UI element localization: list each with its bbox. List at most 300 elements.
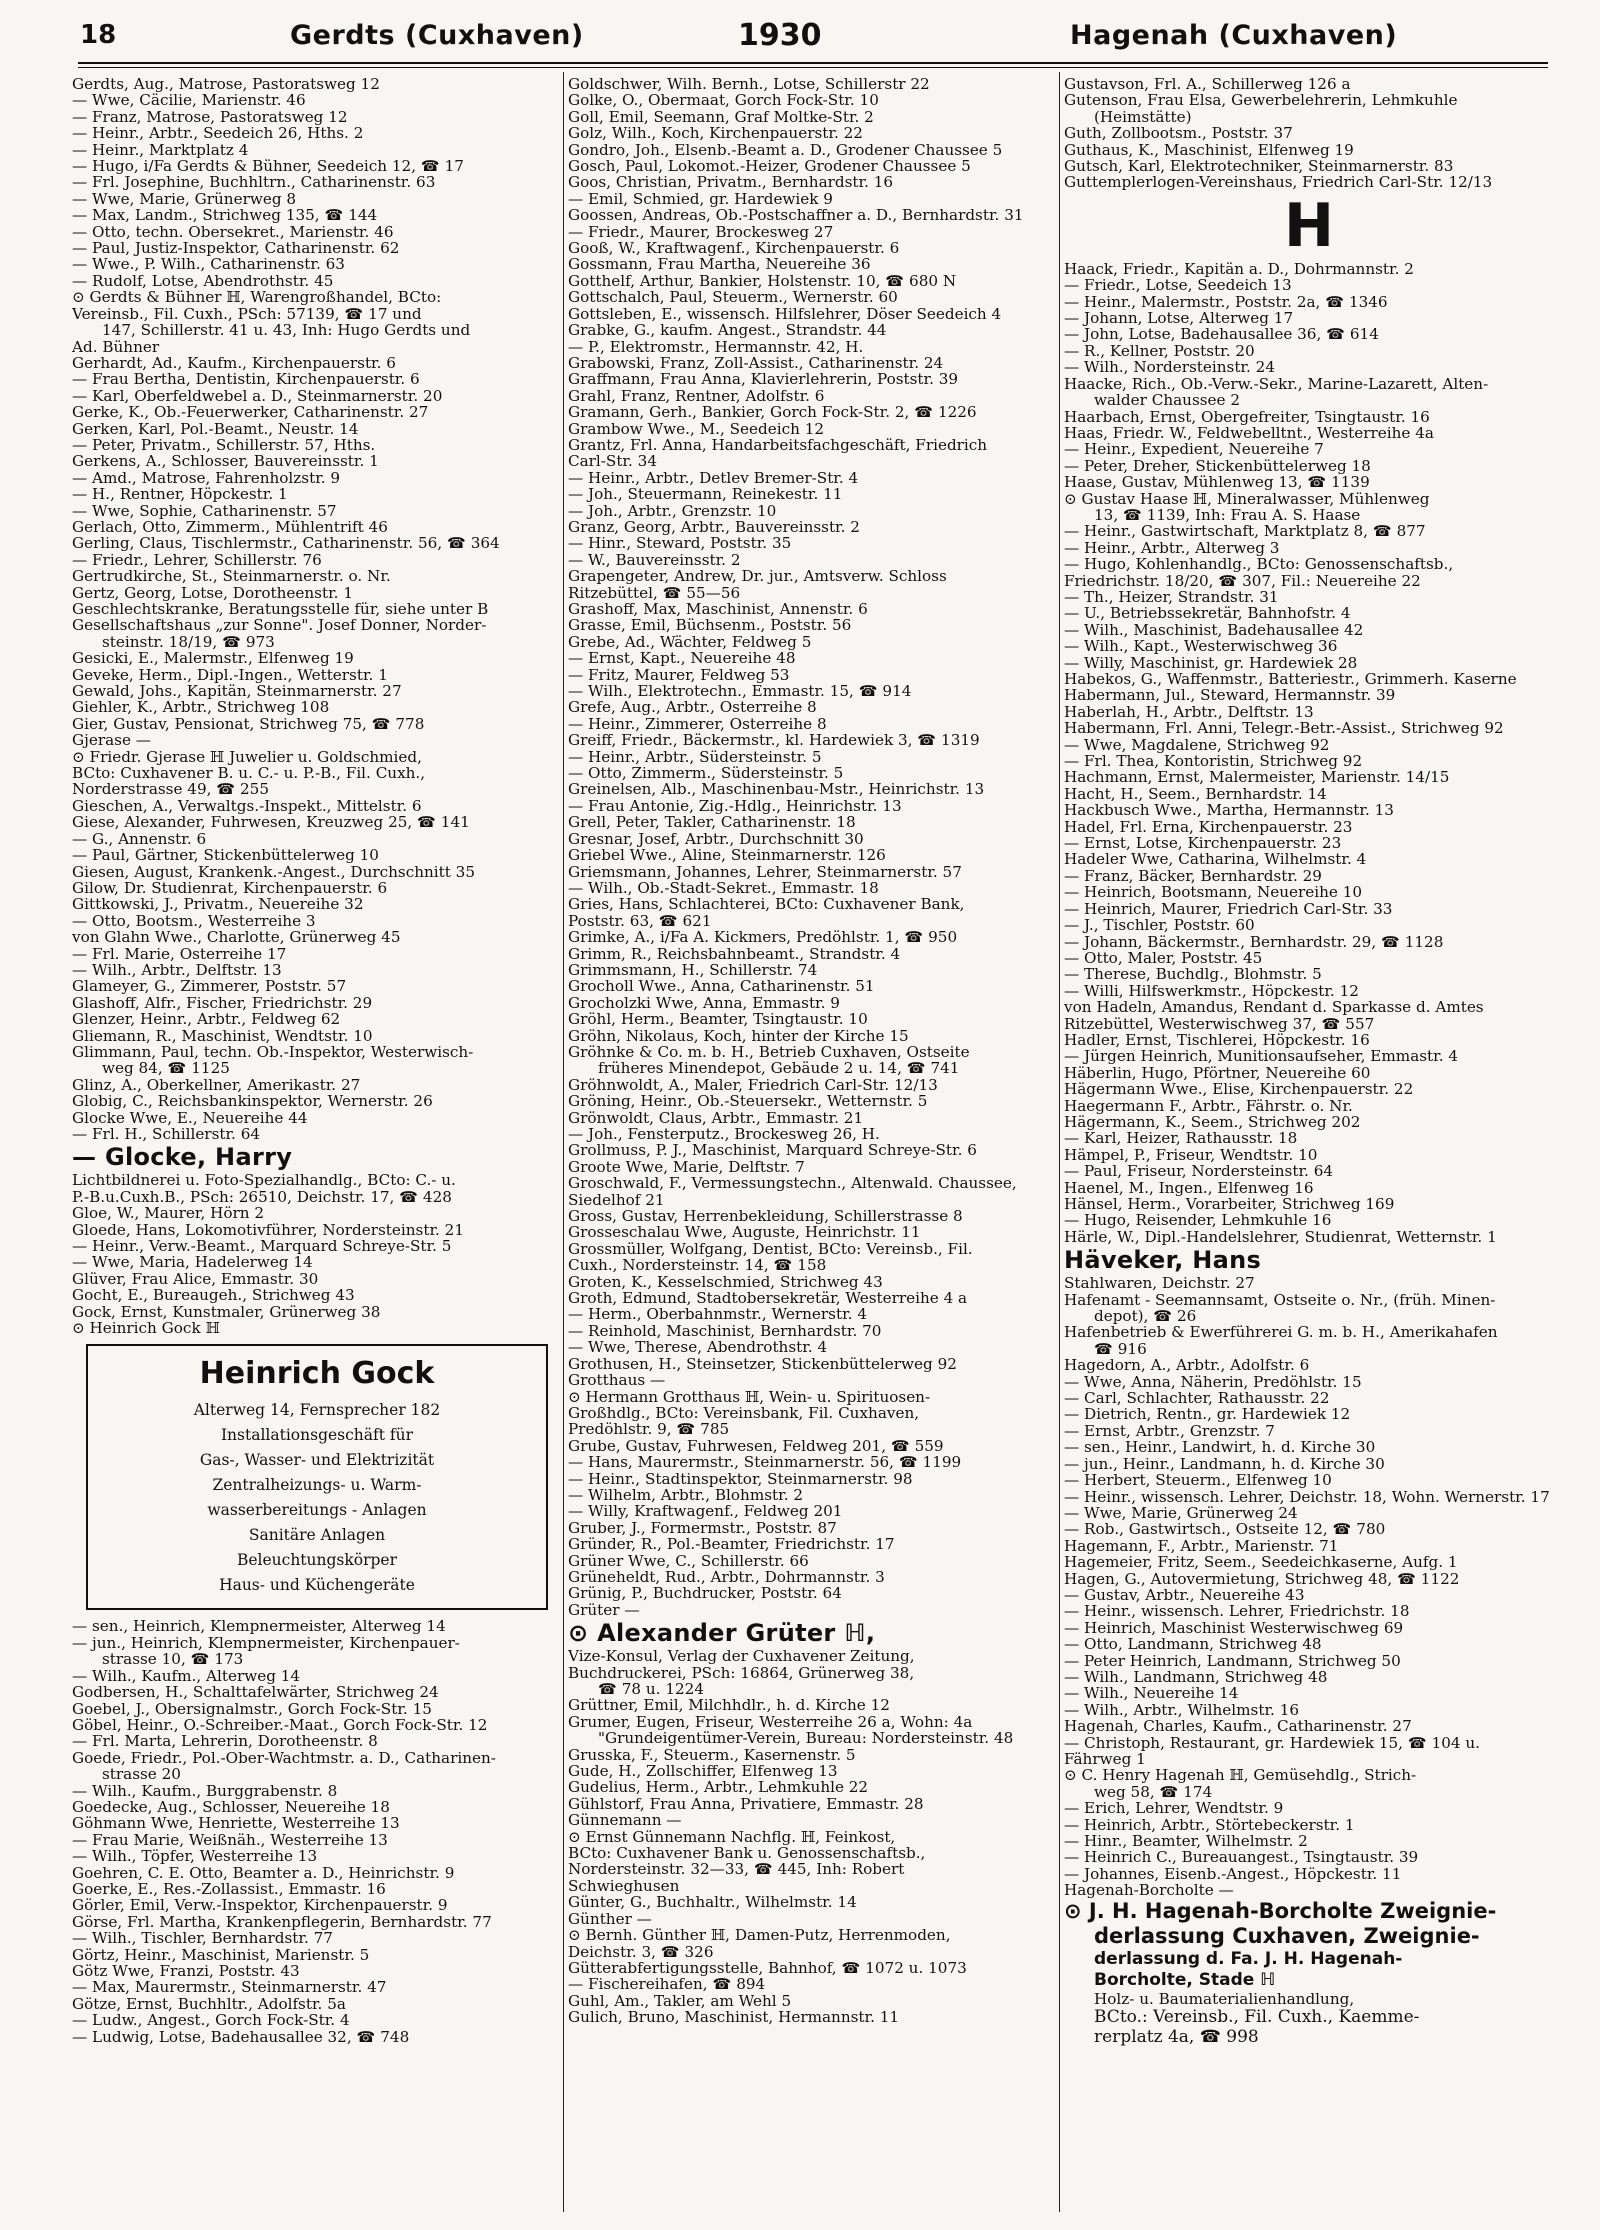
- entry-list: [568, 76, 1058, 1618]
- entry-line: derlassung Cuxhaven, Zweignie-: [1094, 1923, 1480, 1948]
- entry-line: P.-B.u.Cuxh.B., PSch: 26510, Deichstr. 17, ☎ 428: [72, 1188, 452, 1206]
- entry-line: strasse 10, ☎ 173: [102, 1651, 244, 1668]
- entry-line: Ad. Bühner: [72, 338, 160, 355]
- entry-line: — Paul, Justiz-Inspektor, Catharinenstr. 62: [72, 240, 400, 257]
- entry-line: Groschwald, F., Vermessungstechn., Altenwald. Chaussee,: [568, 1175, 1017, 1192]
- entry-line: Giese, Alexander, Fuhrwesen, Kreuzweg 25, ☎ 141: [72, 814, 470, 831]
- entry-line: — Heinr., Zimmerer, Osterreihe 8: [568, 715, 827, 733]
- entry-line: Guthaus, K., Maschinist, Elfenweg 19: [1064, 141, 1354, 159]
- featured-entry-heading: — Glocke, Harry: [72, 1143, 293, 1172]
- entry-line: — Ludw., Angest., Gorch Fock-Str. 4: [72, 2012, 350, 2029]
- entry-line: Geveke, Herm., Dipl.-Ingen., Wetterstr. 1: [72, 666, 388, 684]
- entry-line: ⊙ Hermann Grotthaus ℍ, Wein- u. Spirituosen-: [568, 1388, 931, 1405]
- entry-line: Gerken, Karl, Pol.-Beamt., Neustr. 14: [72, 420, 359, 437]
- entry-line: Gröning, Heinr., Ob.-Steuersekr., Wetternstr. 5: [568, 1093, 928, 1110]
- entry-line: Gulich, Bruno, Maschinist, Hermannstr. 11: [568, 2009, 900, 2026]
- entry-line: Günther —: [568, 1910, 652, 1928]
- entry-line: — Wwe, Magdalene, Strichweg 92: [1064, 736, 1330, 754]
- entry-line: Hägermann Wwe., Elise, Kirchenpauerstr. 22: [1064, 1081, 1414, 1098]
- entry-line: BCto: Cuxhavener Bank u. Genossenschaftsb.,: [568, 1845, 926, 1862]
- entry-list: [568, 1648, 1058, 2025]
- entry-line: — Wilh., Töpfer, Westerreihe 13: [72, 1848, 318, 1865]
- entry-line: — Wilh., Ob.-Stadt-Sekret., Emmastr. 18: [568, 879, 879, 897]
- entry-line: Grüneheldt, Rud., Arbtr., Dohrmannstr. 3: [568, 1568, 885, 1586]
- entry-line: Gründer, R., Pol.-Beamter, Friedrichstr. 17: [568, 1536, 895, 1553]
- entry-line: — Joh., Steuermann, Reinekestr. 11: [568, 486, 843, 503]
- entry-line: Haase, Gustav, Mühlenweg 13, ☎ 1139: [1064, 474, 1370, 491]
- entry-line: — G., Annenstr. 6: [72, 830, 207, 848]
- entry-line: Goossen, Andreas, Ob.-Postschaffner a. D., Bernhardstr. 31: [568, 207, 1024, 224]
- entry-line: — Frau Marie, Weißnäh., Westerreihe 13: [72, 1831, 388, 1849]
- entry-line: — Wilhelm, Arbtr., Blohmstr. 2: [568, 1486, 804, 1504]
- entry-line: — Th., Heizer, Strandstr. 31: [1064, 588, 1279, 606]
- entry-line: Ritzebüttel, ☎ 55—56: [568, 584, 741, 601]
- entry-line: Gude, H., Zollschiffer, Elfenweg 13: [568, 1763, 838, 1780]
- entry-line: walder Chaussee 2: [1094, 392, 1241, 409]
- entry-line: — Wilh., Nordersteinstr. 24: [1064, 359, 1275, 376]
- entry-line: Carl-Str. 34: [568, 453, 658, 470]
- entry-line: Grüner Wwe, C., Schillerstr. 66: [568, 1552, 809, 1569]
- entry-line: Gesellschaftshaus „zur Sonne". Josef Donner, Norder-: [72, 617, 487, 634]
- entry-list: [1064, 76, 1554, 191]
- entry-line: Hacht, H., Seem., Bernhardstr. 14: [1064, 785, 1327, 803]
- entry-line: Gloe, W., Maurer, Hörn 2: [72, 1205, 265, 1222]
- entry-line: — Heinr., Verw.-Beamt., Marquard Schreye-Str. 5: [72, 1238, 452, 1255]
- entry-line: Grollmuss, P. J., Maschinist, Marquard Schreye-Str. 6: [568, 1142, 977, 1159]
- entry-line: Gerlach, Otto, Zimmerm., Mühlentrift 46: [72, 518, 388, 536]
- entry-line: — Wilh., Kaufm., Burggrabenstr. 8: [72, 1782, 338, 1799]
- entry-line: — John, Lotse, Badehausallee 36, ☎ 614: [1064, 326, 1379, 343]
- entry-line: Grapengeter, Andrew, Dr. jur., Amtsverw. Schloss: [568, 568, 947, 585]
- entry-line: ⊙ C. Henry Hagenah ℍ, Gemüsehdlg., Strich-: [1064, 1767, 1417, 1784]
- entry-line: Glinz, A., Oberkellner, Amerikastr. 27: [72, 1076, 361, 1094]
- entry-line: Günnemann —: [568, 1812, 682, 1829]
- entry-line: — Wwe., P. Wilh., Catharinenstr. 63: [72, 256, 345, 273]
- entry-line: Vize-Konsul, Verlag der Cuxhavener Zeitung,: [568, 1648, 915, 1665]
- entry-line: Gjerase —: [72, 732, 151, 749]
- entry-line: Grantz, Frl. Anna, Handarbeitsfachgeschäft, Friedrich: [568, 436, 988, 454]
- entry-line: Gudelius, Herm., Arbtr., Lehmkuhle 22: [568, 1779, 869, 1796]
- entry-line: Gresnar, Josef, Arbtr., Durchschnitt 30: [568, 830, 864, 848]
- entry-line: ⊙ Bernh. Günther ℍ, Damen-Putz, Herrenmoden,: [568, 1927, 951, 1944]
- entry-line: — Peter Heinrich, Landmann, Strichweg 50: [1064, 1652, 1401, 1669]
- entry-line: Goedecke, Aug., Schlosser, Neuereihe 18: [72, 1798, 390, 1816]
- entry-line: Haberlah, H., Arbtr., Delftstr. 13: [1064, 703, 1314, 721]
- entry-line: — Wwe, Sophie, Catharinenstr. 57: [72, 502, 337, 519]
- entry-line: — Max, Landm., Strichweg 135, ☎ 144: [72, 207, 378, 224]
- page-header: [70, 16, 1560, 60]
- entry-line: Haacke, Rich., Ob.-Verw.-Sekr., Marine-Lazarett, Alten-: [1064, 375, 1489, 393]
- entry-line: — Ernst, Lotse, Kirchenpauerstr. 23: [1064, 835, 1342, 852]
- entry-line: Gutenson, Frau Elsa, Gewerbelehrerin, Lehmkuhle: [1064, 92, 1458, 109]
- entry-line: Golke, O., Obermaat, Gorch Fock-Str. 10: [568, 92, 879, 109]
- entry-line: — H., Rentner, Höpckestr. 1: [72, 486, 288, 503]
- entry-line: — Frau Bertha, Dentistin, Kirchenpauerstr. 6: [72, 371, 420, 388]
- entry-line: — Wwe, Marie, Grünerweg 24: [1064, 1504, 1298, 1522]
- entry-line: Grambow Wwe., M., Seedeich 12: [568, 420, 825, 437]
- advertisement-line: Zentralheizungs- u. Warm-: [212, 1476, 422, 1495]
- entry-list: [72, 76, 562, 1142]
- entry-line: — Heinr., Stadtinspektor, Steinmarnerstr. 98: [568, 1470, 913, 1487]
- entry-line: Gerling, Claus, Tischlermstr., Catharinenstr. 56, ☎ 364: [72, 535, 500, 552]
- entry-line: Grube, Gustav, Fuhrwesen, Feldweg 201, ☎ 559: [568, 1437, 944, 1455]
- entry-line: Grasse, Emil, Büchsenm., Poststr. 56: [568, 617, 852, 634]
- entry-line: von Hadeln, Amandus, Rendant d. Sparkasse d. Amtes: [1064, 999, 1484, 1016]
- entry-line: Goos, Christian, Privatm., Bernhardstr. 16: [568, 174, 894, 191]
- entry-line: Hachmann, Ernst, Malermeister, Marienstr. 14/15: [1064, 769, 1450, 786]
- entry-line: Lichtbildnerei u. Foto-Spezialhandlg., BCto: C.- u.: [72, 1172, 456, 1189]
- entry-line: Siedelhof 21: [568, 1191, 665, 1209]
- entry-line: Grüter —: [568, 1601, 640, 1619]
- entry-line: — Otto, Landmann, Strichweg 48: [1064, 1636, 1322, 1653]
- entry-line: Goede, Friedr., Pol.-Ober-Wachtmstr. a. D., Catharinen-: [72, 1749, 496, 1767]
- entry-line: — Wilh., Arbtr., Delftstr. 13: [72, 961, 282, 979]
- entry-line: steinstr. 18/19, ☎ 973: [102, 633, 275, 651]
- entry-list: [1064, 1275, 1554, 1898]
- entry-line: Goerke, E., Res.-Zollassist., Emmastr. 16: [72, 1880, 386, 1898]
- entry-line: depot), ☎ 26: [1094, 1308, 1197, 1325]
- entry-line: (Heimstätte): [1094, 108, 1192, 126]
- entry-line: Götze, Ernst, Buchhltr., Adolfstr. 5a: [72, 1995, 346, 2013]
- column-1: [72, 76, 562, 2206]
- entry-line: Görtz, Heinr., Maschinist, Marienstr. 5: [72, 1946, 370, 1963]
- entry-line: Gittkowski, J., Privatm., Neuereihe 32: [72, 896, 364, 913]
- entry-line: Glashoff, Alfr., Fischer, Friedrichstr. 29: [72, 994, 373, 1012]
- entry-line: Grabke, G., kaufm. Angest., Strandstr. 44: [568, 322, 887, 339]
- entry-line: — Heinr., Arbtr., Südersteinstr. 5: [568, 748, 822, 766]
- entry-line: Nordersteinstr. 32—33, ☎ 445, Inh: Robert: [568, 1861, 905, 1878]
- entry-line: Godbersen, H., Schalttafelwärter, Strichweg 24: [72, 1684, 439, 1701]
- entry-line: Glimmann, Paul, techn. Ob.-Inspektor, Westerwisch-: [72, 1043, 474, 1061]
- entry-list: [72, 1618, 562, 2045]
- entry-line: Grumer, Eugen, Friseur, Westerreihe 26 a, Wohn: 4a: [568, 1713, 973, 1731]
- entry-line: — Frl. Josephine, Buchhltrn., Catharinenstr. 63: [72, 174, 436, 191]
- entry-line: — J., Tischler, Poststr. 60: [1064, 917, 1255, 934]
- entry-line: — Heinr., Gastwirtschaft, Marktplatz 8, ☎ 877: [1064, 523, 1426, 540]
- entry-line: — jun., Heinr., Landmann, h. d. Kirche 30: [1064, 1455, 1385, 1473]
- entry-line: Grocholl Wwe., Anna, Catharinenstr. 51: [568, 978, 875, 995]
- entry-line: Deichstr. 3, ☎ 326: [568, 1943, 714, 1960]
- entry-line: — Friedr., Lotse, Seedeich 13: [1064, 277, 1292, 294]
- page-number: 18: [80, 20, 117, 50]
- entry-line: Hafenbetrieb & Ewerführerei G. m. b. H., Amerikahafen: [1064, 1324, 1498, 1341]
- entry-line: Stahlwaren, Deichstr. 27: [1064, 1275, 1255, 1292]
- entry-line: Gieschen, A., Verwaltgs.-Inspekt., Mittelstr. 6: [72, 797, 422, 815]
- header-rule: [78, 62, 1548, 64]
- entry-line: Grabowski, Franz, Zoll-Assist., Catharinenstr. 24: [568, 354, 944, 372]
- entry-line: weg 58, ☎ 174: [1094, 1783, 1213, 1801]
- entry-line: Görse, Frl. Martha, Krankenpflegerin, Bernhardstr. 77: [72, 1913, 492, 1931]
- entry-line: ⊙ Friedr. Gjerase ℍ Juwelier u. Goldschmied,: [72, 748, 422, 766]
- entry-line: — Wwe, Cäcilie, Marienstr. 46: [72, 92, 306, 109]
- header-rule-thin: [78, 67, 1548, 68]
- advertisement-line: Alterweg 14, Fernsprecher 182: [193, 1401, 441, 1420]
- entry-line: Hagemeier, Fritz, Seem., Seedeichkaserne, Aufg. 1: [1064, 1554, 1458, 1571]
- entry-line: Grebe, Ad., Wächter, Feldweg 5: [568, 633, 812, 651]
- entry-line: Grosseschalau Wwe, Auguste, Heinrichstr. 11: [568, 1224, 921, 1241]
- entry-line: Göhmann Wwe, Henriette, Westerreihe 13: [72, 1815, 400, 1832]
- entry-line: — Dietrich, Rentn., gr. Hardewiek 12: [1064, 1406, 1351, 1423]
- column-3: [1064, 76, 1554, 2206]
- advertisement-line: Gas-, Wasser- und Elektrizität: [199, 1451, 435, 1470]
- entry-line: ☎ 916: [1094, 1340, 1147, 1358]
- entry-line: — Willi, Hilfswerkmstr., Höpckestr. 12: [1064, 982, 1359, 1000]
- entry-line: — Wilh., Tischler, Bernhardstr. 77: [72, 1930, 333, 1947]
- entry-line: Gröhnke & Co. m. b. H., Betrieb Cuxhaven, Ostseite: [568, 1043, 970, 1061]
- entry-line: — Wilh., Kapt., Westerwischweg 36: [1064, 638, 1338, 655]
- entry-line: Glameyer, G., Zimmerer, Poststr. 57: [72, 978, 347, 995]
- entry-line: — Emil, Schmied, gr. Hardewiek 9: [568, 190, 833, 208]
- entry-line: Gottsleben, E., wissensch. Hilfslehrer, Döser Seedeich 4: [568, 305, 1002, 323]
- entry-line: — Heinr., Arbtr., Alterweg 3: [1064, 539, 1280, 557]
- entry-line: Graffmann, Frau Anna, Klavierlehrerin, Poststr. 39: [568, 371, 959, 388]
- entry-line: — Jürgen Heinrich, Munitionsaufseher, Emmastr. 4: [1064, 1048, 1459, 1065]
- entry-line: Gühlstorf, Frau Anna, Privatiere, Emmastr. 28: [568, 1795, 924, 1813]
- entry-line: — Hugo, Reisender, Lehmkuhle 16: [1064, 1212, 1332, 1229]
- entry-line: Hagedorn, A., Arbtr., Adolfstr. 6: [1064, 1357, 1310, 1374]
- advertisement-line: wasserbereitungs - Anlagen: [207, 1501, 427, 1520]
- entry-line: — Wilh., Arbtr., Wilhelmstr. 16: [1064, 1701, 1300, 1719]
- entry-line: BCto: Cuxhavener B. u. C.- u. P.-B., Fil. Cuxh.,: [72, 765, 426, 782]
- entry-line: — Karl, Heizer, Rathausstr. 18: [1064, 1130, 1298, 1147]
- entry-line: Häberlin, Hugo, Pförtner, Neuereihe 60: [1064, 1064, 1371, 1082]
- section-letter: H: [1283, 190, 1335, 261]
- entry-line: — Otto, Bootsm., Westerreihe 3: [72, 912, 316, 930]
- entry-line: Gier, Gustav, Pensionat, Strichweg 75, ☎ 778: [72, 715, 425, 733]
- entry-line: — Amd., Matrose, Fahrenholzstr. 9: [72, 469, 341, 487]
- advertisement-box: [86, 1344, 548, 1610]
- entry-line: Goldschwer, Wilh. Bernh., Lotse, Schillerstr 22: [568, 76, 930, 93]
- entry-line: Gosch, Paul, Lokomot.-Heizer, Grodener Chaussee 5: [568, 158, 971, 175]
- entry-line: Grashoff, Max, Maschinist, Annenstr. 6: [568, 601, 868, 618]
- entry-line: Gerke, K., Ob.-Feuerwerker, Catharinenstr. 27: [72, 404, 429, 421]
- entry-line: Hämpel, P., Friseur, Wendtstr. 10: [1064, 1146, 1318, 1164]
- entry-line: Gilow, Dr. Studienrat, Kirchenpauerstr. 6: [72, 879, 388, 897]
- entry-line: — Wwe, Maria, Hadelerweg 14: [72, 1254, 313, 1271]
- entry-line: Schwieghusen: [568, 1877, 680, 1895]
- entry-line: — Karl, Oberfeldwebel a. D., Steinmarnerstr. 20: [72, 387, 443, 405]
- entry-line: — Carl, Schlachter, Rathausstr. 22: [1064, 1390, 1330, 1407]
- entry-line: Hadler, Ernst, Tischlerei, Höpckestr. 16: [1064, 1031, 1370, 1049]
- entry-line: Grimm, R., Reichsbahnbeamt., Strandstr. 4: [568, 945, 901, 962]
- entry-line: Hadel, Frl. Erna, Kirchenpauerstr. 23: [1064, 818, 1353, 836]
- entry-line: Hagen, G., Autovermietung, Strichweg 48, ☎ 1122: [1064, 1570, 1460, 1587]
- entry-line: — Heinrich, Maschinist Westerwischweg 69: [1064, 1619, 1404, 1637]
- entry-line: rerplatz 4a, ☎ 998: [1094, 2027, 1259, 2048]
- entry-line: Gewald, Johs., Kapitän, Steinmarnerstr. 27: [72, 683, 402, 700]
- entry-line: Grüttner, Emil, Milchhdlr., h. d. Kirche 12: [568, 1697, 890, 1714]
- entry-line: — Frau Antonie, Zig.-Hdlg., Heinrichstr. 13: [568, 797, 902, 815]
- entry-line: Groten, K., Kesselschmied, Strichweg 43: [568, 1273, 883, 1291]
- entry-line: — Fischereihafen, ☎ 894: [568, 1976, 766, 1993]
- entry-line: — Hugo, i/Fa Gerdts & Bühner, Seedeich 12, ☎ 17: [72, 158, 464, 175]
- entry-line: Globig, C., Reichsbankinspektor, Wernerstr. 26: [72, 1093, 433, 1110]
- entry-line: — Heinr., Expedient, Neuereihe 7: [1064, 441, 1324, 458]
- entry-line: — Fritz, Maurer, Feldweg 53: [568, 666, 790, 684]
- entry-line: von Glahn Wwe., Charlotte, Grünerweg 45: [72, 929, 401, 946]
- entry-line: — Friedr., Lehrer, Schillerstr. 76: [72, 551, 322, 569]
- entry-line: Gutsch, Karl, Elektrotechniker, Steinmarnerstr. 83: [1064, 158, 1454, 175]
- entry-list: [1064, 261, 1554, 1245]
- entry-line: Poststr. 63, ☎ 621: [568, 912, 712, 930]
- entry-line: — Heinrich, Bootsmann, Neuereihe 10: [1064, 884, 1363, 901]
- entry-line: Gerhardt, Ad., Kaufm., Kirchenpauerstr. 6: [72, 354, 396, 372]
- right-running-title: Hagenah (Cuxhaven): [1070, 20, 1398, 51]
- entry-line: Hägermann, K., Seem., Strichweg 202: [1064, 1113, 1361, 1131]
- entry-line: — Christoph, Restaurant, gr. Hardewiek 15, ☎ 104 u.: [1064, 1734, 1481, 1751]
- entry-line: 147, Schillerstr. 41 u. 43, Inh: Hugo Gerdts und: [102, 322, 471, 339]
- entry-line: — Wilh., Landmann, Strichweg 48: [1064, 1668, 1328, 1686]
- entry-line: Grotthaus —: [568, 1372, 666, 1389]
- entry-line: — Gustav, Arbtr., Neuereihe 43: [1064, 1586, 1305, 1604]
- entry-line: Guhl, Am., Takler, am Wehl 5: [568, 1992, 792, 2010]
- entry-line: Günter, G., Buchhaltr., Wilhelmstr. 14: [568, 1894, 857, 1911]
- entry-line: — Heinr., Arbtr., Seedeich 26, Hths. 2: [72, 125, 364, 142]
- entry-line: — Erich, Lehrer, Wendtstr. 9: [1064, 1800, 1284, 1817]
- entry-line: Goehren, C. E. Otto, Beamter a. D., Heinrichstr. 9: [72, 1864, 455, 1881]
- entry-line: Griebel Wwe., Aline, Steinmarnerstr. 126: [568, 847, 886, 864]
- entry-line: Gocht, E., Bureaugeh., Strichweg 43: [72, 1287, 355, 1304]
- entry-line: Gerkens, A., Schlosser, Bauvereinsstr. 1: [72, 453, 379, 470]
- entry-line: Guth, Zollbootsm., Poststr. 37: [1064, 125, 1293, 142]
- entry-line: Görler, Emil, Verw.-Inspektor, Kirchenpauerstr. 9: [72, 1897, 448, 1914]
- entry-line: — Otto, techn. Obersekret., Marienstr. 46: [72, 223, 394, 241]
- entry-line: — Hinr., Steward, Poststr. 35: [568, 535, 792, 552]
- entry-line: Gondro, Joh., Elsenb.-Beamt a. D., Grodener Chaussee 5: [568, 141, 1003, 159]
- column-divider: [1059, 72, 1060, 2212]
- entry-line: — Max, Maurermstr., Steinmarnerstr. 47: [72, 1979, 387, 1996]
- entry-line: Haack, Friedr., Kapitän a. D., Dohrmannstr. 2: [1064, 260, 1414, 278]
- entry-line: — Peter, Dreher, Stickenbüttelerweg 18: [1064, 457, 1371, 475]
- entry-line: früheres Minendepot, Gebäude 2 u. 14, ☎ 741: [598, 1060, 960, 1077]
- entry-line: — Otto, Maler, Poststr. 45: [1064, 949, 1263, 967]
- entry-line: Gooß, W., Kraftwagenf., Kirchenpauerstr. 6: [568, 240, 900, 257]
- column-2: [568, 76, 1058, 2206]
- entry-line: Gotthelf, Arthur, Bankier, Holstenstr. 10, ☎ 680 N: [568, 272, 957, 290]
- entry-line: — Johannes, Eisenb.-Angest., Höpckestr. 11: [1064, 1865, 1402, 1883]
- advertisement-line: Haus- und Küchengeräte: [219, 1576, 415, 1595]
- entry-line: — Joh., Arbtr., Grenzstr. 10: [568, 502, 777, 519]
- entry-line: Hadeler Wwe, Catharina, Wilhelmstr. 4: [1064, 851, 1367, 868]
- entry-line: — Wilh., Elektrotechn., Emmastr. 15, ☎ 914: [568, 683, 912, 700]
- entry-line: Gruber, J., Formermstr., Poststr. 87: [568, 1519, 837, 1537]
- featured-entry-heading: Häveker, Hans: [1064, 1246, 1262, 1275]
- entry-line: ⊙ Gerdts & Bühner ℍ, Warengroßhandel, BCto:: [72, 289, 442, 306]
- entry-line: Habermann, Jul., Steward, Hermannstr. 39: [1064, 687, 1396, 704]
- entry-line: Gröhl, Herm., Beamter, Tsingtaustr. 10: [568, 1011, 868, 1028]
- entry-line: — Hinr., Beamter, Wilhelmstr. 2: [1064, 1833, 1308, 1850]
- column-divider: [563, 72, 564, 2212]
- entry-line: 13, ☎ 1139, Inh: Frau A. S. Haase: [1094, 506, 1361, 524]
- entry-line: strasse 20: [102, 1766, 181, 1783]
- entry-line: — Heinr., Marktplatz 4: [72, 141, 249, 159]
- entry-line: Vereinsb., Fil. Cuxh., PSch: 57139, ☎ 17 und: [72, 305, 422, 323]
- entry-line: Haegermann F., Arbtr., Fährstr. o. Nr.: [1064, 1097, 1353, 1114]
- entry-line: Haas, Friedr. W., Feldwebelltnt., Westerreihe 4a: [1064, 424, 1434, 442]
- entry-line: Groth, Edmund, Stadtobersekretär, Westerreihe 4 a: [568, 1290, 968, 1307]
- entry-line: — Franz, Bäcker, Bernhardstr. 29: [1064, 867, 1322, 885]
- entry-line: — Joh., Fensterputz., Brockesweg 26, H.: [568, 1126, 880, 1143]
- entry-line: Großhdlg., BCto: Vereinsbank, Fil. Cuxhaven,: [568, 1404, 920, 1422]
- entry-line: Götz Wwe, Franzi, Poststr. 43: [72, 1963, 300, 1980]
- entry-line: — Otto, Zimmerm., Südersteinstr. 5: [568, 765, 844, 782]
- entry-line: — Friedr., Maurer, Brockesweg 27: [568, 223, 834, 241]
- featured-entry-heading: ⊙ Alexander Grüter ℍ,: [568, 1619, 876, 1648]
- entry-line: Grünig, P., Buchdrucker, Poststr. 64: [568, 1585, 842, 1602]
- entry-line: Norderstrasse 49, ☎ 255: [72, 781, 269, 798]
- entry-line: Goll, Emil, Seemann, Graf Moltke-Str. 2: [568, 108, 874, 126]
- advertisement-title: Heinrich Gock: [199, 1356, 435, 1392]
- entry-line: — Herm., Oberbahnmstr., Wernerstr. 4: [568, 1306, 867, 1323]
- entry-line: Grell, Peter, Takler, Catharinenstr. 18: [568, 814, 856, 831]
- entry-line: Fährweg 1: [1064, 1751, 1146, 1768]
- entry-line: — Wwe, Marie, Grünerweg 8: [72, 190, 297, 208]
- entry-line: — Heinrich, Arbtr., Störtebeckerstr. 1: [1064, 1816, 1355, 1834]
- entry-line: ⊙ Gustav Haase ℍ, Mineralwasser, Mühlenweg: [1064, 490, 1430, 507]
- entry-line: — Wilh., Kaufm., Alterweg 14: [72, 1667, 301, 1685]
- entry-line: — Therese, Buchdlg., Blohmstr. 5: [1064, 966, 1322, 983]
- entry-line: Gertz, Georg, Lotse, Dorotheenstr. 1: [72, 584, 353, 601]
- entry-line: Gramann, Gerh., Bankier, Gorch Fock-Str. 2, ☎ 1226: [568, 404, 977, 421]
- advertisement-line: Beleuchtungskörper: [236, 1551, 398, 1570]
- entry-line: Gröhn, Nikolaus, Koch, hinter der Kirche 15: [568, 1027, 909, 1044]
- entry-line: Grossmüller, Wolfgang, Dentist, BCto: Vereinsb., Fil.: [568, 1240, 973, 1258]
- entry-line: — Ludwig, Lotse, Badehausallee 32, ☎ 748: [72, 2028, 410, 2046]
- entry-line: Glocke Wwe, E., Neuereihe 44: [72, 1109, 308, 1126]
- entry-line: — Herbert, Steuerm., Elfenweg 10: [1064, 1472, 1332, 1489]
- entry-line: Giehler, K., Arbtr., Strichweg 108: [72, 699, 330, 716]
- entry-line: — U., Betriebssekretär, Bahnhofstr. 4: [1064, 605, 1351, 622]
- entry-line: — Frl. Marta, Lehrerin, Dorotheenstr. 8: [72, 1733, 378, 1750]
- entry-line: — Heinrich C., Bureauangest., Tsingtaustr. 39: [1064, 1849, 1419, 1866]
- entry-line: — R., Kellner, Poststr. 20: [1064, 342, 1255, 360]
- entry-line: — Paul, Friseur, Nordersteinstr. 64: [1064, 1163, 1334, 1180]
- entry-line: Grönwoldt, Claus, Arbtr., Emmastr. 21: [568, 1109, 864, 1126]
- entry-line: "Grundeigentümer-Verein, Bureau: Nordersteinstr. 48: [598, 1730, 1014, 1747]
- entry-line: Groote Wwe, Marie, Delftstr. 7: [568, 1158, 805, 1176]
- entry-line: — Wilh., Neuereihe 14: [1064, 1685, 1239, 1702]
- entry-line: — Johann, Lotse, Alterweg 17: [1064, 310, 1294, 327]
- entry-line: — Willy, Maschinist, gr. Hardewiek 28: [1064, 654, 1358, 671]
- entry-line: Gloede, Hans, Lokomotivführer, Nordersteinstr. 21: [72, 1221, 465, 1239]
- featured-company-entry: [1064, 1899, 1554, 2047]
- entry-line: Grocholzki Wwe, Anna, Emmastr. 9: [568, 994, 840, 1012]
- entry-line: Hagenah-Borcholte —: [1064, 1882, 1234, 1899]
- entry-line: Cuxh., Nordersteinstr. 14, ☎ 158: [568, 1257, 827, 1274]
- entry-line: — Hans, Maurermstr., Steinmarnerstr. 56, ☎ 1199: [568, 1454, 962, 1471]
- entry-line: — sen., Heinrich, Klempnermeister, Alterweg 14: [72, 1618, 446, 1635]
- advertisement-lines: [88, 1398, 546, 1598]
- entry-line: weg 84, ☎ 1125: [102, 1060, 230, 1077]
- entry-line: derlassung d. Fa. J. H. Hagenah-: [1094, 1948, 1403, 1969]
- entry-line: Gossmann, Frau Martha, Neuereihe 36: [568, 256, 871, 273]
- entry-line: Glenzer, Heinr., Arbtr., Feldweg 62: [72, 1011, 341, 1028]
- entry-line: — Frl. Thea, Kontoristin, Strichweg 92: [1064, 753, 1363, 770]
- entry-line: Gertrudkirche, St., Steinmarnerstr. o. Nr.: [72, 568, 391, 585]
- entry-line: — W., Bauvereinsstr. 2: [568, 551, 741, 569]
- entry-line: Goebel, J., Obersignalmstr., Gorch Fock-Str. 15: [72, 1700, 432, 1717]
- entry-line: Härle, W., Dipl.-Handelslehrer, Studienrat, Wetternstr. 1: [1064, 1228, 1497, 1246]
- left-running-title: Gerdts (Cuxhaven): [290, 20, 584, 51]
- entry-line: Hackbusch Wwe., Martha, Hermannstr. 13: [1064, 802, 1394, 819]
- entry-line: Granz, Georg, Arbtr., Bauvereinsstr. 2: [568, 518, 860, 536]
- entry-line: Grefe, Aug., Arbtr., Osterreihe 8: [568, 699, 817, 716]
- entry-line: — Paul, Gärtner, Stickenbüttelerweg 10: [72, 847, 379, 864]
- entry-line: — Heinrich, Maurer, Friedrich Carl-Str. 33: [1064, 900, 1393, 918]
- advertisement-line: Installationsgeschäft für: [220, 1426, 414, 1445]
- year-heading: 1930: [738, 18, 822, 53]
- entry-line: Predöhlstr. 9, ☎ 785: [568, 1421, 730, 1438]
